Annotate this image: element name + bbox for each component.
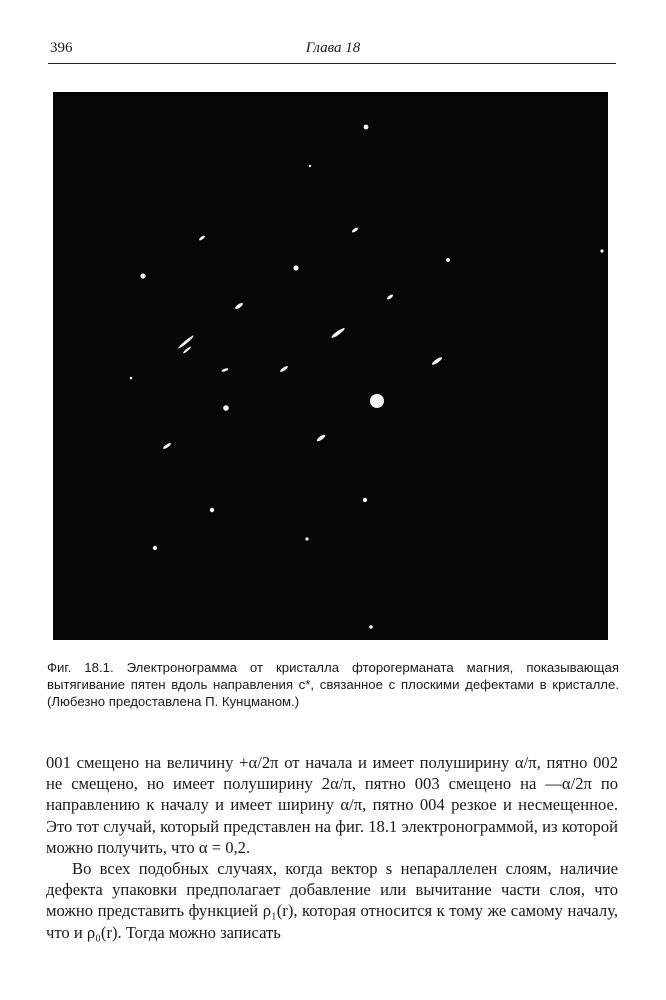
paragraph: Во всех подобных случаях, когда вектор s непараллелен слоям, наличие дефекта упаковки предполагает добавление или вычитание части слоя, что можно представить функцией ρ₁(r), которая относится к тому же самому началу, что и ρ₀(r). Тогда можно записать: [46, 859, 618, 942]
figure-caption: [47, 659, 619, 710]
diffraction-spot: [293, 265, 298, 270]
running-head: Глава 18: [305, 40, 361, 56]
caption-label: Фиг. 18.1.: [47, 660, 114, 675]
page-number: 396: [50, 40, 73, 56]
diffraction-spot: [305, 537, 308, 540]
diffraction-spot: [446, 258, 450, 262]
diffraction-spot: [309, 165, 311, 167]
diffraction-spot: [130, 377, 133, 380]
diffraction-image: [53, 92, 608, 640]
paragraph: 001 смещено на величину +α/2π от начала и имеет полуширину α/π, пятно 002 не смещено, но имеет полуширину 2α/π, пятно 003 смещено на —α/2π по направлению к началу и имеет ширину α/π, пятно 004 резкое и несмещенное. Это тот случай, который представлен на фиг. 18.1 электронограммой, из которой можно получить, что α = 0,2.: [46, 753, 618, 857]
diffraction-figure: [53, 92, 608, 640]
diffraction-spot: [140, 273, 145, 278]
body-text: [46, 752, 618, 943]
diffraction-spot: [600, 249, 603, 252]
diffraction-spot: [223, 405, 229, 411]
diffraction-spot: [210, 508, 214, 512]
central-spot: [370, 394, 384, 408]
header-rule: [48, 63, 616, 64]
diffraction-spot: [364, 125, 369, 130]
caption-text: Электронограмма от кристалла фторогерманата магния, показывающая вытягивание пятен вдоль направления c*, связанное с плоскими дефектами в кристалле. (Любезно предоставлена П. Кунцманом.): [47, 660, 620, 709]
diffraction-spot: [363, 498, 367, 502]
diffraction-spot: [369, 625, 373, 629]
diffraction-spot: [153, 546, 157, 550]
figure-background: [53, 92, 608, 640]
